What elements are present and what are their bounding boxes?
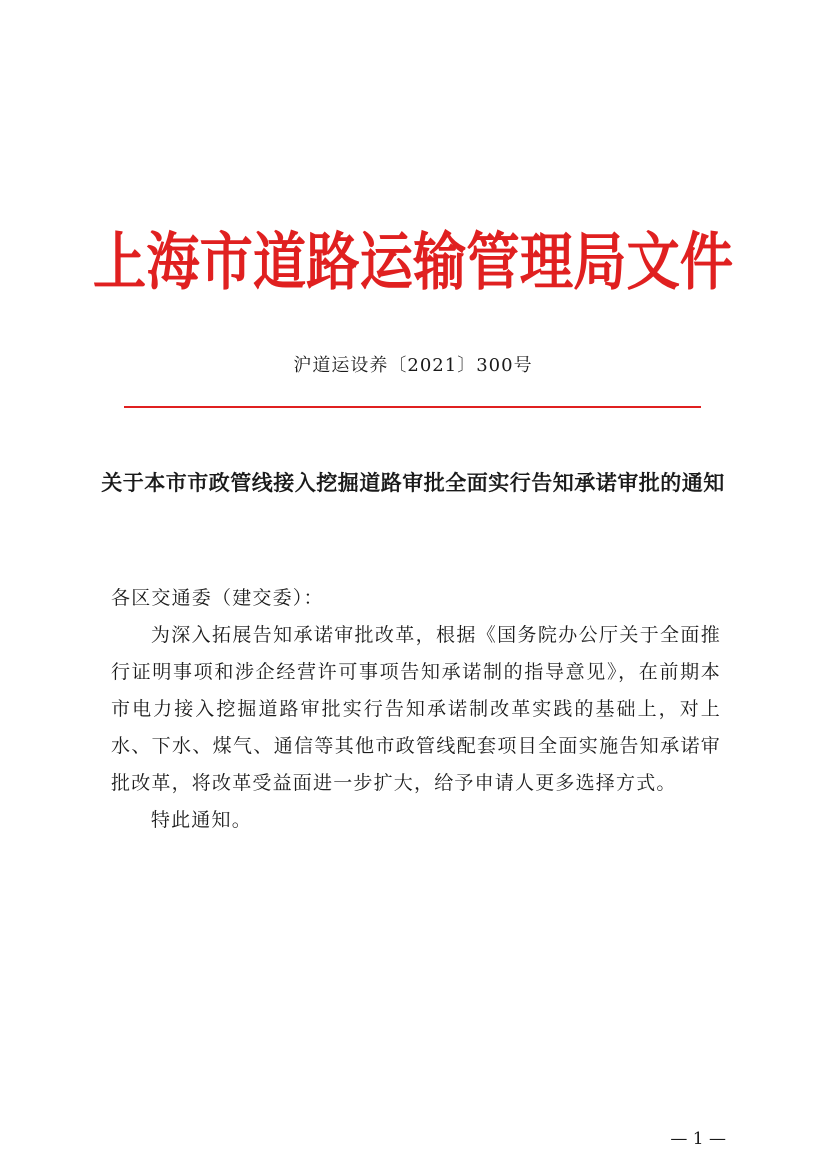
- document-title: 关于本市市政管线接入挖掘道路审批全面实行告知承诺审批的通知: [101, 470, 725, 495]
- closing-line: 特此通知。: [150, 809, 252, 831]
- addressee-line: 各区交通委（建交委）：: [111, 587, 324, 609]
- issuer-title: 上海市道路运输管理局文件: [92, 225, 734, 299]
- document-number: 沪道运设养〔2021〕300号: [293, 355, 533, 376]
- document-body: [111, 580, 721, 839]
- red-divider-line: [124, 406, 701, 408]
- issuer-masthead: [0, 222, 826, 302]
- page-number: — 1 —: [670, 1129, 726, 1149]
- body-paragraph: 为深入拓展告知承诺审批改革，根据《国务院办公厅关于全面推行证明事项和涉企经营许可事项告知承诺制的指导意见》，在前期本市电力接入挖掘道路审批实行告知承诺制改革实践的基础上，对上水、下水、煤气、通信等其他市政管线配套项目全面实施告知承诺审批改革，将改革受益面进一步扩大，给予申请人更多选择方式。: [111, 624, 721, 794]
